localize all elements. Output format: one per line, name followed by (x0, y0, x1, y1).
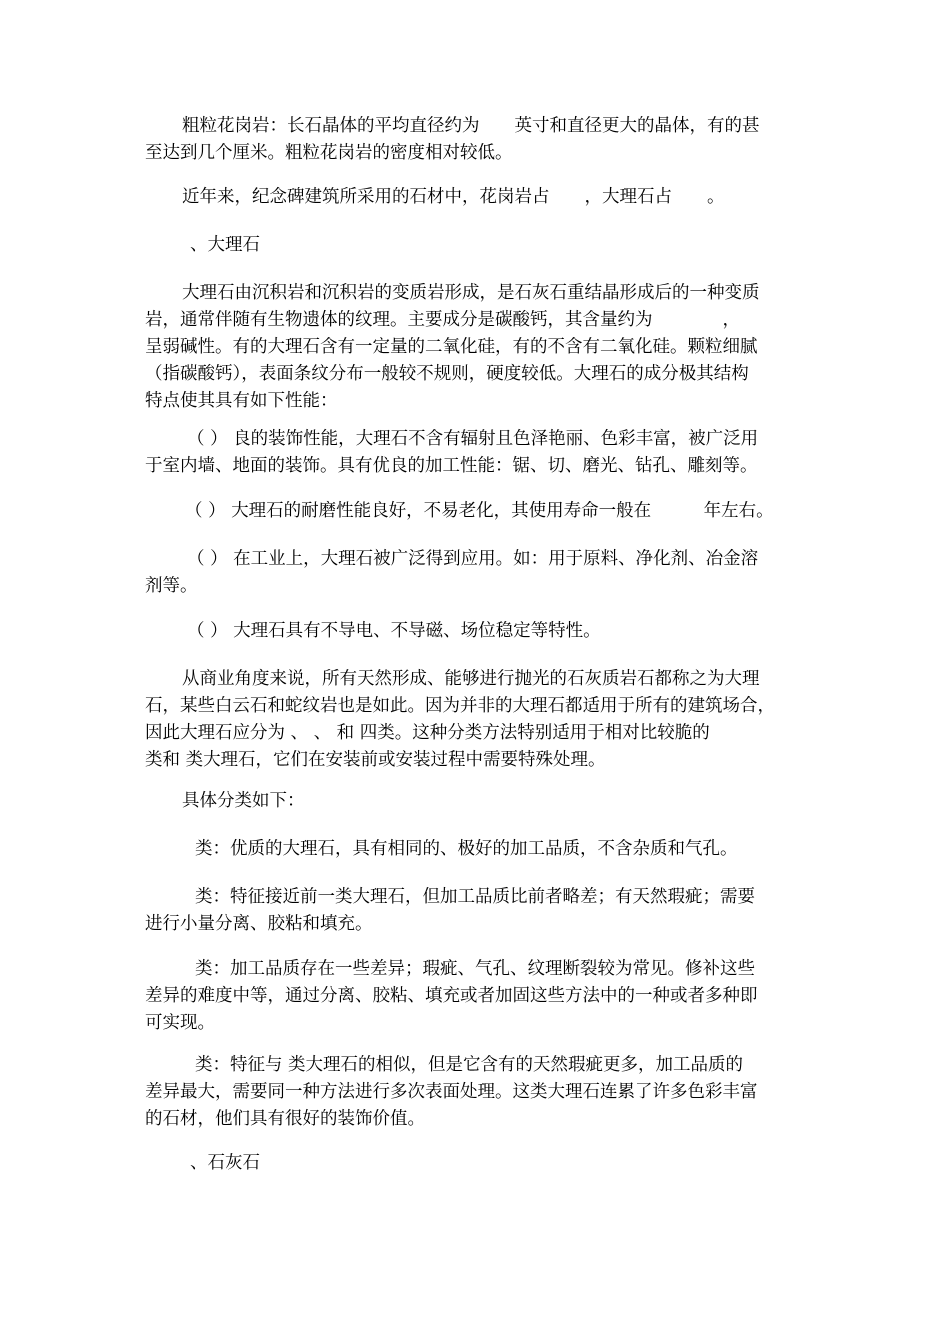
paragraph-property-3 (145, 546, 810, 600)
text-line: 从商业角度来说，所有天然形成、能够进行抛光的石灰质岩石都称之为大理 (182, 669, 760, 689)
paragraph-property-2 (145, 498, 810, 525)
paragraph-class-c (145, 956, 810, 1037)
paragraph-classification-intro (145, 788, 810, 815)
text-line: 因此大理石应分为 、 、 和 四类。这种分类方法特别适用于相对比较脆的 (145, 723, 710, 743)
text-line: （ ） 在工业上，大理石被广泛得到应用。如：用于原料、净化剂、冶金溶 (187, 549, 759, 569)
paragraph-commercial-definition (145, 666, 810, 774)
paragraph-property-1 (145, 426, 810, 480)
text-line: （ ） 良的装饰性能，大理石不含有辐射且色泽艳丽、色彩丰富，被广泛用 (187, 429, 759, 449)
text-line: 具体分类如下： (182, 791, 305, 811)
heading-text: 、石灰石 (190, 1153, 260, 1173)
text-line: 差异的难度中等，通过分离、胶粘、填充或者加固这些方法中的一种或者多种即 (145, 986, 758, 1006)
paragraph-class-d (145, 1052, 810, 1133)
text-line: 可实现。 (145, 1013, 215, 1033)
text-line: （指碳酸钙），表面条纹分布一般较不规则，硬度较低。大理石的成分极其结构 (145, 364, 749, 384)
section-heading-limestone (145, 1150, 810, 1177)
text-line: 特点使其具有如下性能： (145, 391, 338, 411)
text-line: 进行小量分离、胶粘和填充。 (145, 914, 373, 934)
section-heading-marble (145, 232, 810, 259)
text-line: 石，某些白云石和蛇纹岩也是如此。因为并非的大理石都适用于所有的建筑场合， (145, 696, 775, 716)
text-line: 类和 类大理石，它们在安装前或安装过程中需要特殊处理。 (145, 750, 606, 770)
text-line: 类：加工品质存在一些差异；瑕疵、气孔、纹理断裂较为常见。修补这些 (195, 959, 755, 979)
text-line: 差异最大，需要同一种方法进行多次表面处理。这类大理石连累了许多色彩丰富 (145, 1082, 758, 1102)
paragraph-class-b (145, 884, 810, 938)
paragraph-monument-stone-share (145, 184, 810, 211)
text-line: 类：特征接近前一类大理石，但加工品质比前者略差；有天然瑕疵；需要 (195, 887, 755, 907)
text-line: 粗粒花岗岩：长石晶体的平均直径约为 英寸和直径更大的晶体，有的甚 (182, 116, 760, 136)
paragraph-marble-intro (145, 280, 810, 415)
text-line: 剂等。 (145, 576, 198, 596)
heading-text: 、大理石 (190, 235, 260, 255)
text-line: 的石材，他们具有很好的装饰价值。 (145, 1109, 425, 1129)
paragraph-class-a (145, 836, 810, 863)
text-line: 大理石由沉积岩和沉积岩的变质岩形成，是石灰石重结晶形成后的一种变质 (182, 283, 760, 303)
text-line: 近年来，纪念碑建筑所采用的石材中，花岗岩占 ，大理石占 。 (182, 187, 725, 207)
text-line: 呈弱碱性。有的大理石含有一定量的二氧化硅，有的不含有二氧化硅。颗粒细腻 (145, 337, 758, 357)
text-line: 至达到几个厘米。粗粒花岗岩的密度相对较低。 (145, 143, 513, 163)
paragraph-coarse-granite (145, 113, 810, 167)
text-line: 岩，通常伴随有生物遗体的纹理。主要成分是碳酸钙，其含量约为 ， (145, 310, 740, 330)
text-line: 类：优质的大理石，具有相同的、极好的加工品质，不含杂质和气孔。 (195, 839, 738, 859)
paragraph-property-4 (145, 618, 810, 645)
text-line: 于室内墙、地面的装饰。具有优良的加工性能：锯、切、磨光、钻孔、雕刻等。 (145, 456, 758, 476)
text-line: （ ） 大理石的耐磨性能良好，不易老化，其使用寿命一般在 年左右。 (185, 501, 774, 521)
text-line: （ ） 大理石具有不导电、不导磁、场位稳定等特性。 (187, 621, 601, 641)
text-line: 类：特征与 类大理石的相似，但是它含有的天然瑕疵更多，加工品质的 (195, 1055, 744, 1075)
